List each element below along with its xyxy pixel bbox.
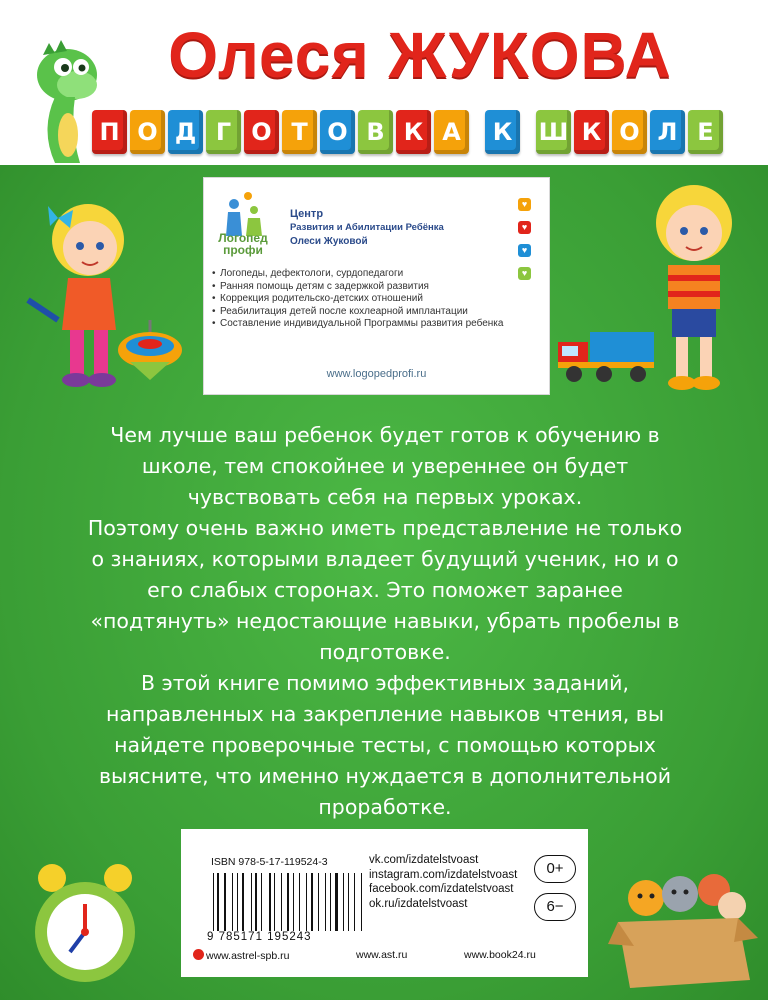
series-title-letter: А [434, 110, 469, 154]
logo-text [210, 232, 276, 256]
info-panel [203, 177, 550, 395]
series-title-letter: О [612, 110, 647, 154]
series-title-gap [523, 110, 533, 154]
social-links [369, 853, 517, 911]
author-title: Олеся ЖУКОВА [168, 19, 672, 91]
kittens-box-illustration [608, 860, 758, 990]
series-title-letter: В [358, 110, 393, 154]
barcode [213, 873, 363, 931]
series-title-gap [472, 110, 482, 154]
series-title-letter: К [574, 110, 609, 154]
ast-link[interactable]: www.ast.ru [356, 949, 408, 961]
series-title-letter: О [320, 110, 355, 154]
spinning-top-icon [115, 320, 185, 382]
series-title-letter: О [130, 110, 165, 154]
heart-icon: ♥ [518, 198, 531, 211]
series-title-letter: К [485, 110, 520, 154]
toy-truck-icon [558, 328, 658, 384]
service-item: • Коррекция родительско-детских отношений [212, 293, 542, 306]
series-title-letter: П [92, 110, 127, 154]
social-link[interactable]: instagram.com/izdatelstvoast [369, 868, 518, 881]
center-description: Развития и Абилитации Ребёнка [290, 222, 444, 233]
series-title-blocks [92, 110, 723, 154]
series-title-letter: Е [688, 110, 723, 154]
social-link[interactable]: vk.com/izdatelstvoast [369, 854, 479, 866]
series-title-letter: О [244, 110, 279, 154]
heart-icon: ♥ [518, 244, 531, 257]
age-rating-badge: 0+ [534, 855, 576, 883]
series-title-letter: Д [168, 110, 203, 154]
social-link[interactable]: facebook.com/izdatelstvoast [369, 883, 514, 895]
heart-icon: ♥ [518, 221, 531, 234]
book24-link[interactable]: www.book24.ru [464, 949, 536, 961]
center-title: Центр [290, 208, 324, 220]
center-name: Олеси Жуковой [290, 236, 368, 247]
description-paragraph: Поэтому очень важно иметь представление не только о знаниях, которыми владеет будущий ученик, но и о его слабых сторонах. Это поможет заранее «подтянуть» недостающие навыки, убрать пробелы в подготовке. [87, 516, 683, 664]
isbn-text: ISBN 978-5-17-119524-3 [211, 856, 328, 868]
series-title-letter: Л [650, 110, 685, 154]
service-item: • Ранняя помощь детям с задержкой развития [212, 281, 542, 294]
logo-text-line-2: профи [223, 243, 263, 257]
description-text [80, 420, 690, 823]
imprint-box [181, 829, 588, 977]
services-list [212, 268, 542, 331]
series-title-letter: Ш [536, 110, 571, 154]
service-item: • Логопеды, дефектологи, сурдопедагоги [212, 268, 542, 281]
heart-icon: ♥ [518, 267, 531, 280]
social-link[interactable]: ok.ru/izdatelstvoast [369, 897, 468, 910]
service-item: • Составление индивидуальной Программы развития ребенка [212, 318, 542, 331]
center-website-link[interactable]: www.logopedprofi.ru [326, 368, 427, 380]
logo-text-line-1: Логопед [218, 231, 268, 245]
barcode-digits: 9 785171 195243 [207, 931, 312, 943]
astrel-logo-icon [193, 949, 204, 960]
series-title-letter: Г [206, 110, 241, 154]
description-paragraph: Чем лучше ваш ребенок будет готов к обучению в школе, тем спокойнее и увереннее он будет чувствовать себя на первых уроках. [110, 423, 660, 509]
astrel-link[interactable] [193, 949, 289, 962]
age-rating-badge-2: 6− [534, 893, 576, 921]
series-title-letter: К [396, 110, 431, 154]
series-title-letter: Т [282, 110, 317, 154]
description-paragraph: В этой книге помимо эффективных заданий, направленных на закрепление навыков чтения, вы найдете проверочные тесты, с помощью которых выясните, что именно нуждается в дополнительной проработке. [98, 671, 672, 819]
astrel-link-text: www.astrel-spb.ru [206, 950, 290, 962]
alarm-clock-icon [30, 860, 140, 995]
service-item: • Реабилитация детей после кохлеарной имплантации [212, 306, 542, 319]
